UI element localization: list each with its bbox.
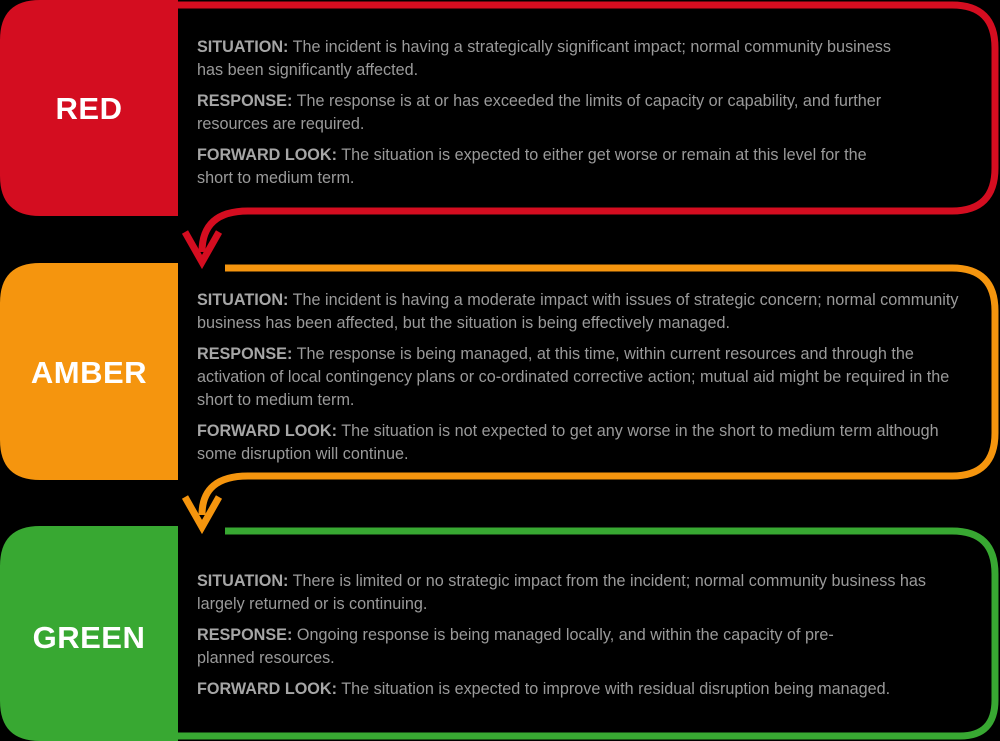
amber-description [197,289,967,474]
forward-look-key: FORWARD LOOK: [197,680,337,698]
green-situation [197,570,967,616]
response-text: The response is being managed, at this time, within current resources and through the activation of local contingency plans or co-ordinated corrective action; mutual aid might be required in the short to medium term. [197,345,950,409]
situation-text: The incident is having a strategically significant impact; normal community business has been significantly affected. [197,38,891,79]
green-forward-look [197,678,967,701]
forward-look-text: The situation is expected to either get worse or remain at this level for the short to medium term. [197,146,867,187]
forward-look-text: The situation is expected to improve with residual disruption being managed. [341,680,891,698]
amber-forward-look [197,420,967,466]
forward-look-text: The situation is not expected to get any worse in the short to medium term although some disruption will continue. [197,422,939,463]
response-text: The response is at or has exceeded the limits of capacity or capability, and further resources are required. [197,92,882,133]
amber-situation [197,289,967,335]
situation-key: SITUATION: [197,38,289,56]
response-key: RESPONSE: [197,345,293,363]
forward-look-key: FORWARD LOOK: [197,422,337,440]
situation-key: SITUATION: [197,572,289,590]
forward-look-key: FORWARD LOOK: [197,146,337,164]
level-label-green: GREEN [32,620,146,655]
green-response [197,624,837,670]
amber-response [197,343,967,412]
red-response [197,90,897,136]
situation-text: The incident is having a moderate impact with issues of strategic concern; normal community business has been affected, but the situation is being effectively managed. [197,291,959,332]
situation-key: SITUATION: [197,291,289,309]
response-key: RESPONSE: [197,626,293,644]
response-key: RESPONSE: [197,92,293,110]
level-label-red: RED [55,91,123,126]
green-description [197,570,967,709]
response-text: Ongoing response is being managed locally, and within the capacity of pre-planned resources. [197,626,834,667]
red-situation [197,36,897,82]
red-description [197,36,897,198]
red-forward-look [197,144,897,190]
level-label-amber: AMBER [30,355,148,390]
situation-text: There is limited or no strategic impact from the incident; normal community business has largely returned or is continuing. [197,572,927,613]
